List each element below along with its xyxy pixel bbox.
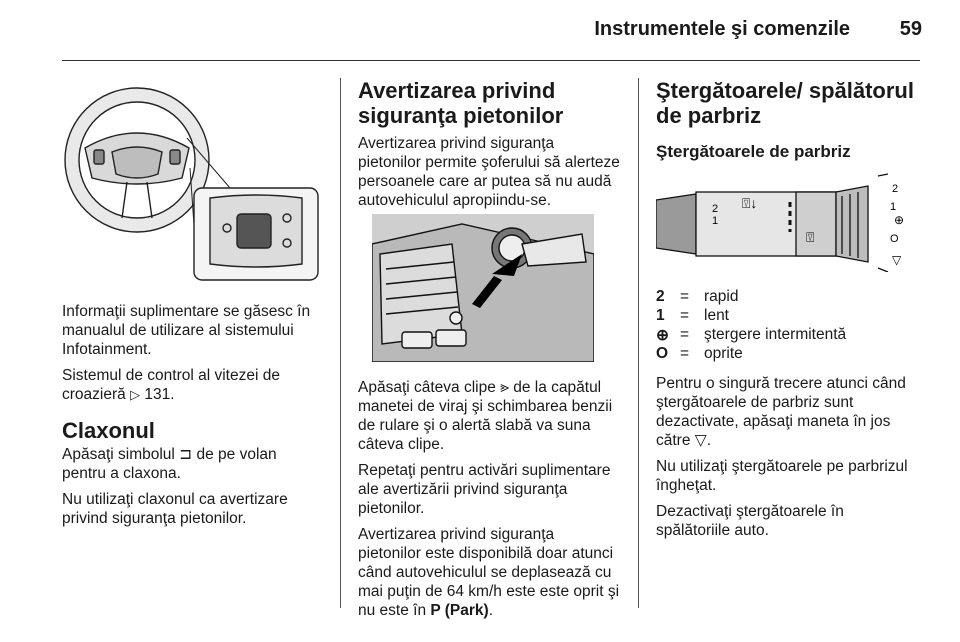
step1-text-a: Apăsaţi câteva clipe: [358, 379, 501, 396]
wipers-heading: Ştergătoarele/ spălătorul de parbriz: [656, 78, 914, 128]
cruise-control-ref: [62, 366, 324, 404]
cruise-page: 131.: [140, 386, 175, 403]
header-rule: [62, 60, 920, 61]
wiper-lever-illustration: [656, 172, 920, 272]
avail-text: Avertizarea privind siguranţa pietonilor este disponibilă doar atunci când autovehiculul se deplasează cu mai puţin de 64 km/h este este oprit şi nu este în: [358, 526, 620, 619]
infotainment-note: Informaţii suplimentare se găsesc în manualul de utilizare al sistemului Infotainment.: [62, 303, 311, 358]
wiper-carwash-note: Dezactivaţi ştergătoarele în spălătoriile auto.: [656, 503, 844, 539]
horn-heading: Claxonul: [62, 418, 155, 443]
horn-text-b: de pe volan pentru a claxona.: [62, 446, 277, 482]
def-value: lent: [704, 307, 729, 324]
wiper-frozen-warning: Nu utilizaţi ştergătoarele pe parbrizul îngheţat.: [656, 458, 908, 494]
def-value: ştergere intermitentă: [704, 326, 847, 343]
def-value: rapid: [704, 288, 739, 305]
pedestrian-availability: [358, 525, 620, 620]
def-eq: =: [680, 345, 690, 362]
page-ref-icon: ▷: [130, 387, 141, 402]
page-header: [0, 18, 960, 48]
def-row: [656, 326, 918, 345]
wipers-subheading: Ştergătoarele de parbriz: [656, 142, 851, 161]
page-number: 59: [899, 18, 922, 40]
steering-wheel-illustration: [62, 78, 322, 286]
column-3: [656, 78, 918, 161]
wiper-label-1: 1: [890, 201, 897, 213]
single-pass-text: Pentru o singură trecere atunci când ştergătoarele de parbriz sunt dezactivate, apăsaţi maneta în jos către: [656, 375, 906, 449]
horn-warning: Nu utilizaţi claxonul ca avertizare privind siguranţa pietonilor.: [62, 491, 288, 527]
def-value: oprite: [704, 345, 743, 362]
step1-text-b: de la capătul manetei de viraj şi schimbarea benzii de rulare şi o alertă slabă va suna câteva clipe.: [358, 379, 613, 453]
single-pass-end: .: [706, 432, 711, 449]
wiper-down-icon: ▽: [694, 432, 707, 449]
pedestrian-step-1: [358, 378, 620, 454]
wiper-label-off: O: [890, 233, 899, 245]
pedestrian-step-2: Repetaţi pentru activări suplimentare ale avertizării privind siguranţa pietonilor.: [358, 462, 611, 517]
park-label: P (Park): [430, 602, 489, 619]
pedestrian-alert-icon: ⪢: [500, 379, 509, 396]
cruise-text: Sistemul de control al vitezei de croazieră: [62, 367, 280, 403]
wiper-mist-icon: ⍔↓: [742, 195, 758, 211]
wiper-scale-2: 2: [712, 203, 719, 215]
column-2-body: [358, 378, 620, 627]
def-key: 2: [656, 288, 665, 305]
def-row: [656, 307, 918, 326]
def-row: [656, 345, 918, 364]
column-2: [358, 78, 620, 217]
def-row: [656, 288, 918, 307]
column-divider-2: [638, 78, 639, 608]
wiper-icon: ⍔: [806, 229, 815, 245]
horn-text-a: Apăsaţi simbolul: [62, 446, 180, 463]
horn-icon: ⊐: [179, 446, 193, 463]
def-key: ⊕: [656, 327, 669, 344]
wiper-single-icon: ▽: [892, 253, 902, 267]
def-eq: =: [680, 288, 690, 305]
wiper-single-pass: [656, 374, 918, 450]
page-title: Instrumentele şi comenzile: [594, 18, 850, 40]
def-key: 1: [656, 307, 665, 324]
def-eq: =: [680, 307, 690, 324]
column-1: [62, 302, 324, 535]
horn-instructions: [62, 445, 324, 483]
pedestrian-intro: Avertizarea privind siguranţa pietonilor permite şoferului să alerteze persoanele care ar putea să nu audă autovehiculul apropiindu-se.: [358, 135, 620, 209]
wiper-label-2: 2: [892, 183, 899, 195]
pedestrian-heading: Avertizarea privind siguranţa pietonilor: [358, 78, 564, 128]
def-eq: =: [680, 326, 690, 343]
column-3-body: [656, 374, 918, 547]
wiper-scale-1: 1: [712, 215, 719, 227]
wiper-settings-list: [656, 288, 918, 364]
avail-end: .: [488, 602, 494, 619]
column-divider-1: [340, 78, 341, 608]
turn-signal-lever-illustration: [372, 214, 594, 362]
wiper-interval-icon: ⊕: [894, 213, 905, 227]
def-key: O: [656, 345, 669, 362]
